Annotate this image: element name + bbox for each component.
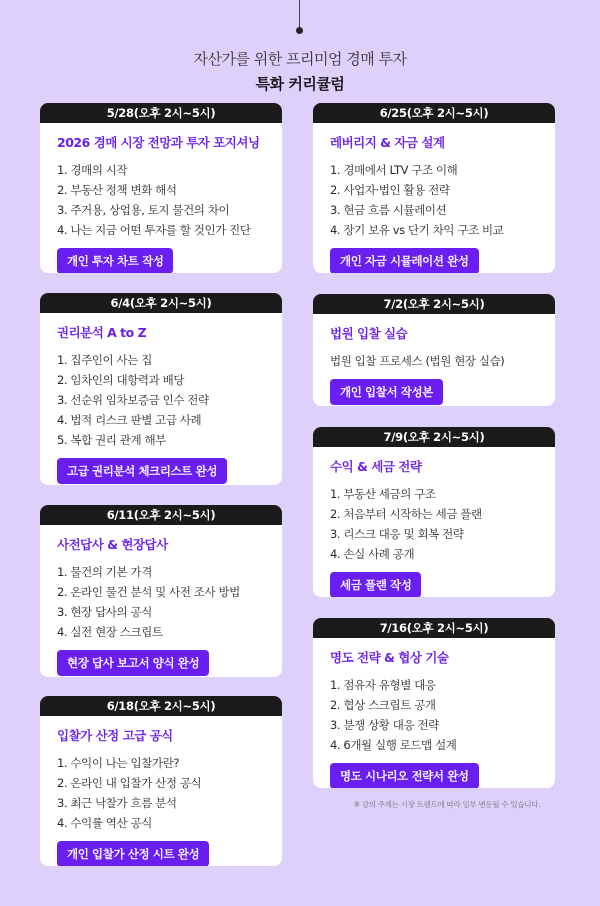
session-topic: 1. 물건의 기본 가격: [57, 565, 152, 579]
page-title: 특화 커리큘럼: [255, 75, 345, 93]
top-divider-line: [299, 0, 300, 28]
session-topic: 2. 임차인의 대항력과 배당: [57, 373, 185, 387]
session-description: 법원 입찰 프로세스 (법원 현장 실습): [330, 354, 505, 368]
session-topic: 4. 법적 리스크 판별 고급 사례: [57, 413, 202, 427]
session-title: 2026 경매 시장 전망과 투자 포지셔닝: [57, 135, 260, 150]
session-outcome-button: 고급 권리분석 체크리스트 완성: [57, 458, 227, 484]
session-topic-list: [57, 753, 265, 833]
session-title: 입찰가 산정 고급 공식: [57, 728, 173, 743]
session-topic: 4. 6개월 실행 로드맵 설계: [330, 738, 457, 752]
session-card-8: [313, 618, 555, 788]
session-title: 법원 입찰 실습: [330, 326, 408, 341]
page-header: [0, 48, 600, 94]
session-card-5: [313, 103, 555, 273]
session-title: 수익 & 세금 전략: [330, 459, 422, 474]
session-topic: 2. 온라인 물건 분석 및 사전 조사 방법: [57, 585, 240, 599]
session-outcome-button: 개인 입찰서 작성본: [330, 379, 443, 405]
session-topic-list: [57, 160, 265, 240]
session-outcome-button: 현장 답사 보고서 양식 완성: [57, 650, 209, 676]
session-topic: 2. 부동산 정책 변화 해석: [57, 183, 177, 197]
session-topic: 1. 점유자 유형별 대응: [330, 678, 436, 692]
session-outcome-button: 명도 시나리오 전략서 완성: [330, 763, 479, 788]
session-card-6: [313, 294, 555, 406]
session-topic: 3. 최근 낙찰가 흐름 분석: [57, 796, 177, 810]
session-date: 6/25(오후 2시~5시): [313, 103, 555, 123]
session-topic: 4. 손실 사례 공개: [330, 547, 415, 561]
session-topic: 1. 경매의 시작: [57, 163, 128, 177]
page-subtitle: 자산가를 위한 프리미엄 경매 투자: [193, 50, 407, 68]
session-outcome-button: 세금 플랜 작성: [330, 572, 421, 597]
top-divider-dot: [296, 27, 303, 34]
session-topic: 2. 협상 스크립트 공개: [330, 698, 436, 712]
session-topic: 1. 경매에서 LTV 구조 이해: [330, 163, 458, 177]
session-outcome-button: 개인 입찰가 산정 시트 완성: [57, 841, 209, 866]
session-card-3: [40, 505, 282, 677]
session-topic: 2. 온라인 내 입찰가 산정 공식: [57, 776, 202, 790]
session-topic-list: [57, 350, 265, 450]
session-topic: 3. 주거용, 상업용, 토지 물건의 차이: [57, 203, 230, 217]
session-topic-list: [330, 484, 538, 564]
footnote: ※ 강의 주제는 시장 트렌드에 따라 일부 변동될 수 있습니다.: [353, 800, 541, 809]
session-topic: 4. 수익률 역산 공식: [57, 816, 152, 830]
session-topic: 2. 사업자·법인 활용 전략: [330, 183, 450, 197]
session-date: 7/2(오후 2시~5시): [313, 294, 555, 314]
session-topic: 1. 집주인이 사는 집: [57, 353, 152, 367]
session-outcome-button: 개인 투자 차트 작성: [57, 248, 173, 273]
session-date: 6/4(오후 2시~5시): [40, 293, 282, 313]
session-card-2: [40, 293, 282, 485]
session-card-7: [313, 427, 555, 597]
session-outcome-button: 개인 자금 시뮬레이션 완성: [330, 248, 479, 273]
session-topic: 4. 장기 보유 vs 단기 차익 구조 비교: [330, 223, 504, 237]
session-topic: 1. 수익이 나는 입찰가란?: [57, 756, 180, 770]
session-topic: 1. 부동산 세금의 구조: [330, 487, 436, 501]
session-topic: 3. 현장 답사의 공식: [57, 605, 152, 619]
session-date: 6/11(오후 2시~5시): [40, 505, 282, 525]
session-topic: 4. 나는 지금 어떤 투자를 할 것인가 진단: [57, 223, 251, 237]
session-topic: 5. 복합 권리 관계 해부: [57, 433, 166, 447]
session-date: 5/28(오후 2시~5시): [40, 103, 282, 123]
session-title: 명도 전략 & 협상 기술: [330, 650, 449, 665]
session-topic: 4. 실전 현장 스크립트: [57, 625, 163, 639]
session-topic: 3. 현금 흐름 시뮬레이션: [330, 203, 447, 217]
session-topic-list: [330, 160, 538, 240]
session-card-4: [40, 696, 282, 866]
session-topic: 2. 처음부터 시작하는 세금 플랜: [330, 507, 482, 521]
session-card-1: [40, 103, 282, 273]
session-date: 6/18(오후 2시~5시): [40, 696, 282, 716]
session-topic-list: [330, 675, 538, 755]
session-topic-list: [57, 562, 265, 642]
session-topic: 3. 선순위 임차보증금 인수 전략: [57, 393, 209, 407]
session-title: 권리분석 A to Z: [57, 325, 147, 340]
session-date: 7/16(오후 2시~5시): [313, 618, 555, 638]
session-title: 레버리지 & 자금 설계: [330, 135, 445, 150]
session-date: 7/9(오후 2시~5시): [313, 427, 555, 447]
session-title: 사전답사 & 현장답사: [57, 537, 168, 552]
session-topic: 3. 분쟁 상황 대응 전략: [330, 718, 439, 732]
session-topic: 3. 리스크 대응 및 회복 전략: [330, 527, 464, 541]
